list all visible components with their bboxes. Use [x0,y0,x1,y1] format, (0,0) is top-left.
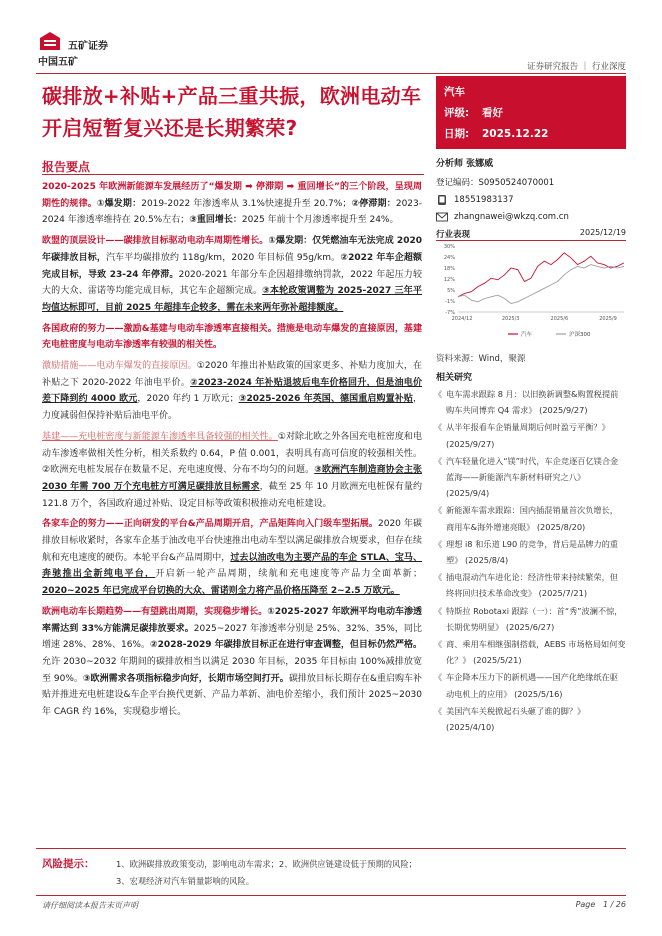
analyst-reg: 登记编码：S0950524070001 [436,178,555,188]
risk-label: 风险提示： [42,858,95,870]
company-logo-icon [38,31,62,51]
brand-parent: 中国五矿 [38,57,78,68]
risk-text [116,856,626,890]
y-tick-label: -1% [445,299,455,305]
related-item[interactable]: 《 从半年报看车企销量周期后何时盈亏平衡？》 (2025/9/27) [436,419,626,451]
related-title: 相关研究 [436,373,473,383]
related-item[interactable]: 《 电车需求跟踪 8 月：以旧换新调整&购置税提前购车共同博弈 Q4 需求》 (2025/9/27) [436,386,626,418]
industry-performance-chart [436,228,626,343]
para-3: 各国政府的努力——激励&基建与电动车渗透率直接相关。措施是电动车爆发的直接原因，基建充电桩密度与电动车渗透率有较强的相关性。 [42,323,422,351]
related-item[interactable]: 《 商、乘用车相继强制搭载，AEBS 市场格局如何变化？》 (2025/5/21) [436,636,626,668]
related-item[interactable]: 《 车企降本压力下的新机遇——国产化绝缘纸在驱动电机上的应用》 (2025/5/16) [436,669,626,701]
y-tick-label: 12% [443,277,455,283]
footer-divider [36,895,626,896]
risk-line-1: 1、欧洲碳排放政策变动，影响电动车需求；2、欧洲供应链建设低于预期的风险； [116,859,417,869]
y-tick-label: 30% [443,244,455,250]
para-1: 2020-2025 年欧洲新能源车发展经历了“爆发期 ➡ 停滞期 ➡ 重回增长”的三个阶段，呈现周期性的规律。①爆发期：2019-2022 年渗透率从 3.1%快速提升至 20.7%；②停滞期：2023-2024 年渗透率维持在 20.5%左右；③重回增长：2025 年前十个月渗透率提升至 24%。 [42,182,422,226]
x-tick-label: 2025/3 [501,316,520,322]
info-box [436,76,626,149]
para-4: 激励措施——电动车爆发的直接原因。①2020 年推出补贴政策的国家更多、补贴力度加大，在补贴之下 2020-2022 年油电平价。②2023-2024 年补贴退坡后电车价格回升，但是油电价差下降到约 4000 欧元，2020 年约 1 万欧元；③2025-2026 年英国、德国重启购置补贴，力度减弱但保持补贴后油电平价。 [42,361,422,422]
chart-source: 资料来源：Wind，聚源 [436,354,526,364]
report-type: 证券研究报告 ｜ 行业深度 [527,62,626,72]
chart-title: 行业表现 [436,230,471,240]
header-divider [36,73,626,74]
chart-date: 2025/12/19 [579,228,626,237]
rating-label: 评级: [444,107,470,119]
para-5: 基建——充电桩密度与新能源车渗透率具备较强的相关性。①对除北欧之外各国充电桩密度和电动车渗透率做相关性分析，相关系数约 0.64，P 值 0.001，表明具有高可信度的较强相关性。②欧洲充电桩发展存在数量不足、充电速度慢、分布不均匀的问题。③欧洲汽车制造商协会主张 2030 年需 700 万个充电桩方可满足碳排放目标需求，截至 25 年 10 月欧洲充电桩保有量约 121.8 万个，各国政府通过补贴、设定目标等政策积极推动充电桩建设。 [42,431,422,509]
x-tick-label: 2025/6 [550,316,569,322]
brand-name: 五矿证券 [68,41,108,52]
email-icon [436,212,448,222]
y-tick-label: -7% [445,310,455,316]
y-tick-label: 5% [447,288,455,294]
summary-heading: 报告要点 [42,160,91,174]
analyst-phone: 18551983137 [454,195,514,205]
related-item[interactable]: 《 汽车轻量化进入“镁”时代，车企竞逐百亿镁合金蓝海——新能源汽车新材料研究之八》 (2025/9/4) [436,453,626,502]
analyst-email[interactable]: zhangnawei@wkzq.com.cn [454,212,569,222]
x-tick-label: 2024/12 [451,316,473,322]
date-label: 日期: [444,128,470,140]
date-value: 2025.12.22 [482,128,549,140]
related-item[interactable]: 《 美国汽车关税掀起石头砸了谁的脚？》 (2025/4/10) [436,703,626,735]
para-2: 欧盟的顶层设计——碳排放目标驱动电动车周期性增长。①爆发期：仅凭燃油车无法完成 2020 年碳排放目标，汽车平均碳排放约 118g/km，2020 年目标值 95g/km。②2022 年车企超额完成目标，导致 23-24 年停滞。2020-2021 年部分车企因超排缴纳罚款，2022 年起压力较大的大众、雷诺等均能完成目标，其它车企超额完成。③本轮政策调整为 2025-2027 三年平均值达标即可，目前 2025 年超排车企较多，需在未来两年弥补超排额度。 [42,236,422,313]
legend-label: 沪深300 [569,332,591,338]
risk-divider [36,848,626,849]
related-item[interactable]: 《 特斯拉 Robotaxi 跟踪（一）：首“秀”波澜不惊，长期优势明显》 (2025/6/27) [436,603,626,635]
para-6: 各家车企的努力——正向研发的平台&产品周期开启，产品矩阵向入门级车型拓展。2020 年碳排放目标收紧时，各家车企基于油改电平台快速推出电动车型以满足碳排放合规要求，但存在续航和充电速度的硬伤。本轮平台&产品周期中，过去以油改电为主要产品的车企 STLA、宝马、奔驰推出全新纯电平台，开启新一轮产品周期，续航和充电速度等产品力全面革新；2020~2025 年已完成平台切换的大众、雷诺则全力将产品价格压降至 2~2.5 万欧元。 [42,519,422,597]
related-item[interactable]: 《 理想 i8 和乐道 L90 的竞争，背后是品牌力的重塑》 (2025/8/4) [436,536,626,568]
rating-value: 看好 [482,107,503,119]
summary-body [42,179,422,725]
risk-line-2: 3、宏观经济对汽车销量影响的风险。 [116,876,255,886]
report-title: 碳排放+补贴+产品三重共振，欧洲电动车开启短暂复兴还是长期繁荣? [42,84,422,140]
page-number: Page 1 / 26 [575,900,626,909]
related-item[interactable]: 《 新能源车需求跟踪：国内插混销量首次负增长，商用车&海外增速亮眼》 (2025/8/20) [436,502,626,534]
x-tick-label: 2025/9 [599,316,617,322]
related-list [436,386,626,736]
summary-divider [42,174,424,175]
legend-label: 汽车 [521,332,533,338]
y-tick-label: 18% [443,266,455,272]
sector: 汽车 [444,86,465,98]
related-item[interactable]: 《 插电混动汽车进化论：经济性带来持续繁荣，但终将回归技术革命改变》 (2025/7/21) [436,569,626,601]
chart-svg [436,242,626,342]
analyst-panel [436,156,626,226]
para-7: 欧洲电动车长期趋势——有望跳出周期，实现稳步增长。①2025-2027 年欧洲平均电动车渗透率需达到 33%方能满足碳排放要求。2025~2027 年渗透率分别是 25%、32%、35%，同比增速 28%、28%、16%。②2028-2029 年碳排放目标正在进行审查调整，但目标仍然严格。允许 2030~2032 年期间的碳排放相当以满足 2030 年目标，2035 年目标由 100%减排放宽至 90%。③欧洲需求各项指标稳步向好，长期市场空间打开。碳排放目标长期存在&重启购车补贴并推进充电桩建设&车企平台换代更新、产品力革新、油电价差缩小，我们预计 2025~2030 年 CAGR 约 16%，实现稳步增长。 [42,606,423,718]
phone-icon [436,195,448,205]
y-tick-label: 24% [443,255,455,261]
analyst-name: 分析师 张娜威 [436,159,494,169]
footer-disclaimer: 请仔细阅读本报告末页声明 [42,901,138,910]
